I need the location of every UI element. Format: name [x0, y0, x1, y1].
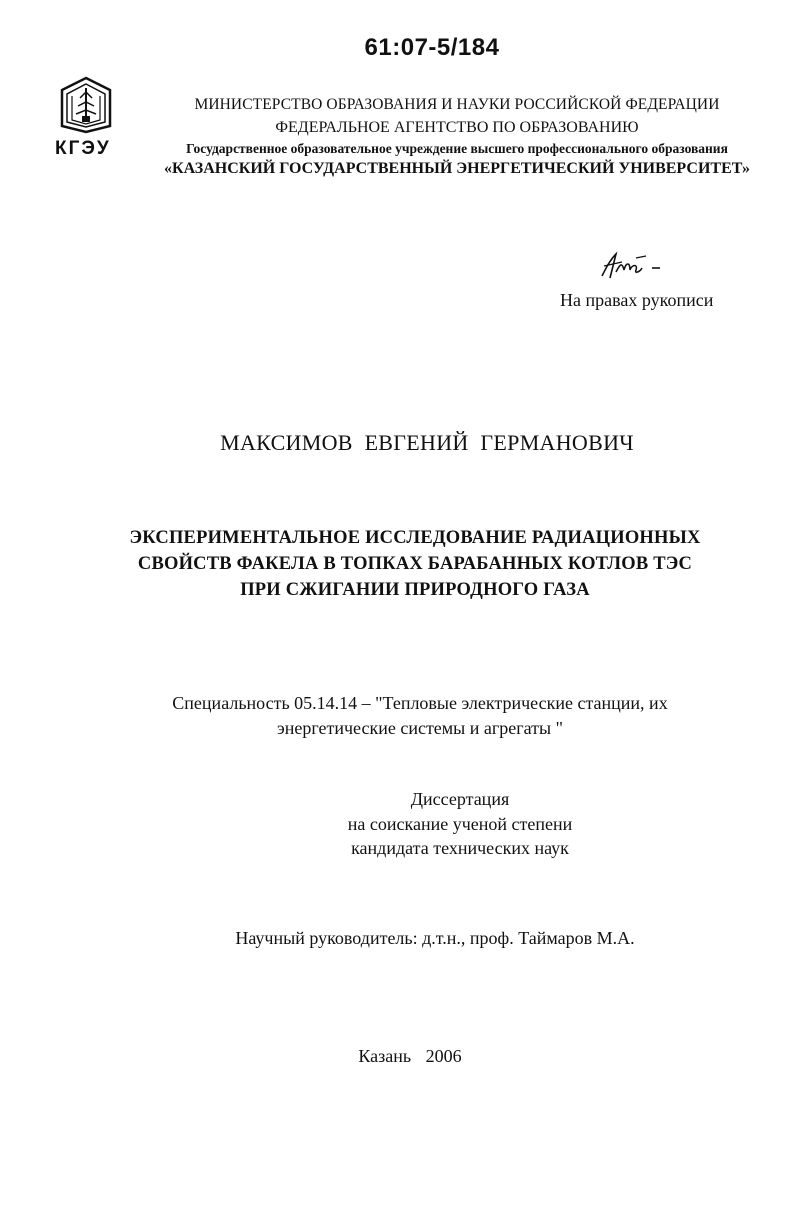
- title-line: СВОЙСТВ ФАКЕЛА В ТОПКАХ БАРАБАННЫХ КОТЛОВ ТЭС: [137, 554, 693, 574]
- title-line: ЭКСПЕРИМЕНТАЛЬНОЕ ИССЛЕДОВАНИЕ РАДИАЦИОННЫХ: [129, 528, 701, 548]
- signature-icon: [596, 248, 666, 284]
- logo-text: КГЭУ: [55, 138, 111, 159]
- agency-name: ФЕДЕРАЛЬНОЕ АГЕНТСТВО ПО ОБРАЗОВАНИЮ: [275, 119, 639, 136]
- degree-line: на соискание ученой степени: [347, 813, 573, 834]
- university-name: «КАЗАНСКИЙ ГОСУДАРСТВЕННЫЙ ЭНЕРГЕТИЧЕСКИЙ УНИВЕРСИТЕТ»: [163, 160, 750, 177]
- supervisor: Научный руководитель: д.т.н., проф. Таймаров М.А.: [235, 928, 635, 948]
- specialty: [110, 691, 730, 741]
- place-year: Казань 2006: [358, 1046, 462, 1066]
- degree-line: Диссертация: [410, 789, 510, 809]
- catalog-code: 61:07-5/184: [364, 34, 500, 61]
- specialty-line: Специальность 05.14.14 – "Тепловые электрические станции, их: [172, 693, 668, 713]
- university-logo-icon: [58, 76, 114, 134]
- manuscript-rights: На правах рукописи: [560, 290, 714, 310]
- degree-line: кандидата технических наук: [351, 838, 569, 858]
- author-name: МАКСИМОВ ЕВГЕНИЙ ГЕРМАНОВИЧ: [220, 430, 634, 455]
- degree-info: [260, 787, 660, 861]
- institution-type: Государственное образовательное учреждение высшего профессионального образования: [186, 141, 728, 156]
- ministry-name: МИНИСТЕРСТВО ОБРАЗОВАНИЯ И НАУКИ РОССИЙСКОЙ ФЕДЕРАЦИИ: [194, 96, 720, 113]
- title-line: ПРИ СЖИГАНИИ ПРИРОДНОГО ГАЗА: [240, 580, 590, 600]
- specialty-line: энергетические системы и агрегаты ": [277, 718, 563, 738]
- dissertation-title: [90, 525, 740, 603]
